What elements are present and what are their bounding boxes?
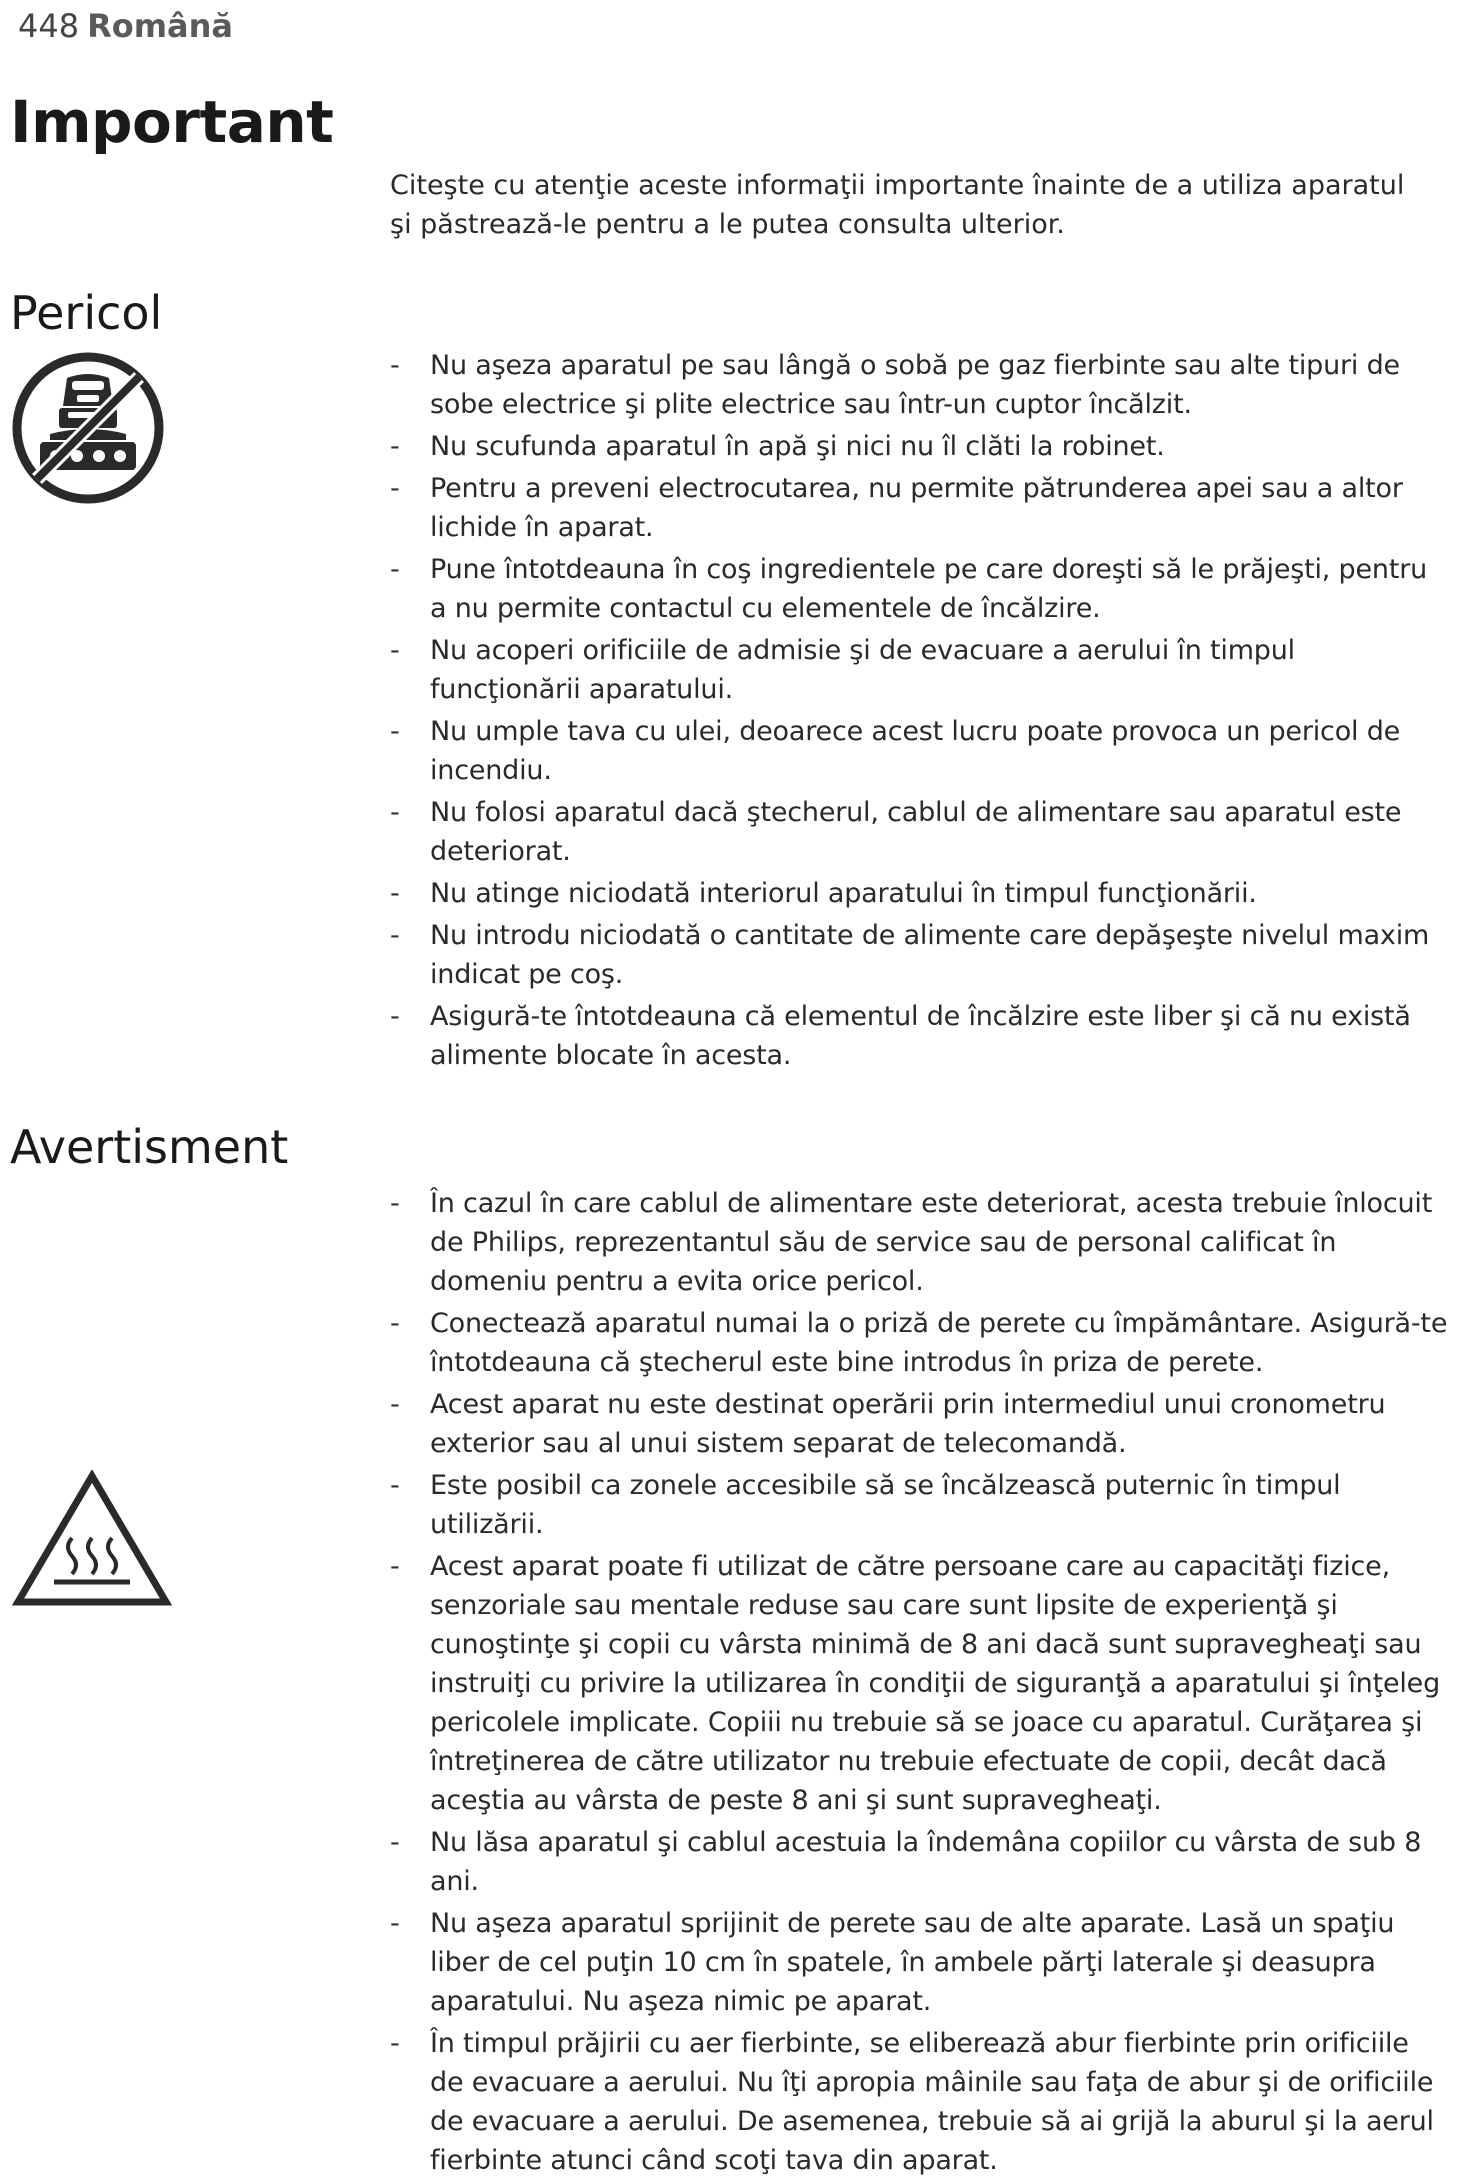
do-not-immerse-icon xyxy=(10,350,166,506)
list-item: - Nu atinge niciodată interiorul aparatului în timpul funcţionării. xyxy=(390,874,1450,913)
important-heading: Important xyxy=(10,88,334,156)
hot-surface-warning-icon xyxy=(12,1470,172,1608)
important-intro: Citeşte cu atenţie aceste informaţii importante înainte de a utiliza aparatul şi păstrează-le pentru a le putea consulta ulterior. xyxy=(390,170,1405,240)
list-item: - Acest aparat poate fi utilizat de către persoane care au capacităţi fizice, senzoriale sau mentale reduse sau care sunt lipsite de experienţă şi cunoştinţe şi copii cu vârsta minimă de 8 ani dacă sunt supravegheaţi sau instruiţi cu privire la utilizarea în condiţii de siguranţă a aparatului şi înţeleg pericolele implicate. Copiii nu trebuie să se joace cu aparatul. Curăţarea şi întreţinerea de către utilizator nu trebuie efectuate de copii, decât dacă aceştia au vârsta de peste 8 ani şi sunt supravegheaţi. xyxy=(390,1547,1450,1820)
list-item: - Pune întotdeauna în coş ingredientele pe care doreşti să le prăjeşti, pentru a nu permite contactul cu elementele de încălzire. xyxy=(390,550,1450,628)
page-number: 448 xyxy=(18,7,80,45)
list-item: - Nu acoperi orificiile de admisie şi de evacuare a aerului în timpul funcţionării aparatului. xyxy=(390,631,1450,709)
list-item: - Nu aşeza aparatul pe sau lângă o sobă pe gaz fierbinte sau alte tipuri de sobe electrice şi plite electrice sau într-un cuptor încălzit. xyxy=(390,346,1450,424)
pericol-list xyxy=(390,346,1450,1078)
list-item: - Nu lăsa aparatul şi cablul acestuia la îndemâna copiilor cu vârsta de sub 8 ani. xyxy=(390,1823,1450,1901)
list-item: - Este posibil ca zonele accesibile să se încălzească puternic în timpul utilizării. xyxy=(390,1466,1450,1544)
language-label: Română xyxy=(87,7,234,45)
avertisment-heading: Avertisment xyxy=(10,1120,289,1174)
list-item: - Nu folosi aparatul dacă ştecherul, cablul de alimentare sau aparatul este deteriorat. xyxy=(390,793,1450,871)
list-item: - Nu scufunda aparatul în apă şi nici nu îl clăti la robinet. xyxy=(390,427,1450,466)
page-header xyxy=(18,6,233,46)
list-item: - Conectează aparatul numai la o priză de perete cu împământare. Asigură-te întotdeauna că ştecherul este bine introdus în priza de perete. xyxy=(390,1304,1450,1382)
list-item: - Nu introdu niciodată o cantitate de alimente care depăşeşte nivelul maxim indicat pe coş. xyxy=(390,916,1450,994)
list-item: - În timpul prăjirii cu aer fierbinte, se eliberează abur fierbinte prin orificiile de evacuare a aerului. Nu îţi apropia mâinile sau faţa de abur şi de orificiile de evacuare a aerului. De asemenea, trebuie să ai grijă la aburul şi la aerul fierbinte atunci când scoţi tava din aparat. xyxy=(390,2024,1450,2180)
avertisment-list xyxy=(390,1184,1450,2183)
list-item: - Nu aşeza aparatul sprijinit de perete sau de alte aparate. Lasă un spaţiu liber de cel puţin 10 cm în spatele, în ambele părţi laterale şi deasupra aparatului. Nu aşeza nimic pe aparat. xyxy=(390,1904,1450,2021)
list-item: - Pentru a preveni electrocutarea, nu permite pătrunderea apei sau a altor lichide în aparat. xyxy=(390,469,1450,547)
list-item: - Asigură-te întotdeauna că elementul de încălzire este liber şi că nu există alimente blocate în acesta. xyxy=(390,997,1450,1075)
list-item: - În cazul în care cablul de alimentare este deteriorat, acesta trebuie înlocuit de Philips, reprezentantul său de service sau de personal calificat în domeniu pentru a evita orice pericol. xyxy=(390,1184,1450,1301)
list-item: - Acest aparat nu este destinat operării prin intermediul unui cronometru exterior sau al unui sistem separat de telecomandă. xyxy=(390,1385,1450,1463)
pericol-heading: Pericol xyxy=(10,286,163,340)
list-item: - Nu umple tava cu ulei, deoarece acest lucru poate provoca un pericol de incendiu. xyxy=(390,712,1450,790)
